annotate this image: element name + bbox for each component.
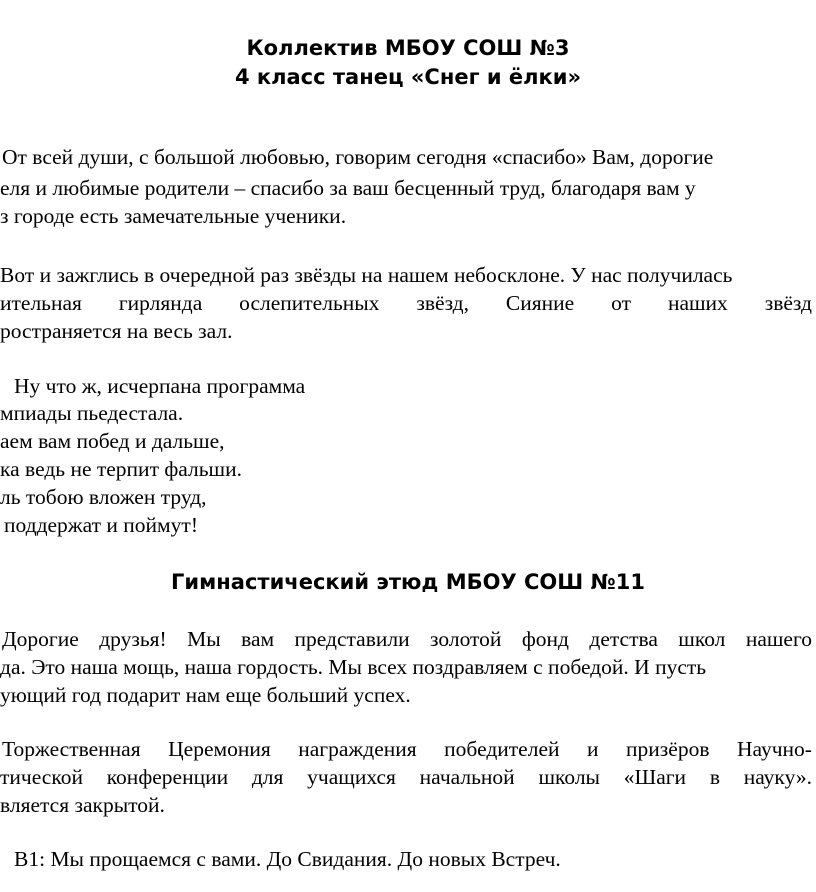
word: представили bbox=[294, 627, 410, 651]
word: школы bbox=[538, 765, 600, 789]
heading-dance-title: 4 класс танец «Снег и ёлки» bbox=[234, 65, 582, 89]
word: фонд bbox=[521, 627, 569, 651]
para3-line1 bbox=[2, 625, 812, 653]
poem-line-5: ль тобою вложен труд, bbox=[0, 485, 207, 509]
poem-line-4: ка ведь не терпит фальши. bbox=[0, 457, 242, 481]
word: науку». bbox=[743, 765, 812, 789]
word: золотой bbox=[430, 627, 502, 651]
poem-line-1: Ну что ж, исчерпана программа bbox=[14, 374, 306, 398]
word: вам bbox=[241, 627, 275, 651]
word: и bbox=[587, 737, 599, 761]
word: ослепительных bbox=[239, 291, 380, 315]
word: победителей bbox=[444, 737, 560, 761]
word: Церемония bbox=[168, 737, 271, 761]
word: начальной bbox=[419, 765, 515, 789]
word: учащихся bbox=[307, 765, 396, 789]
word: нашего bbox=[745, 627, 812, 651]
word: тической bbox=[0, 765, 83, 789]
para3-line3: ующий год подарит нам еще больший успех. bbox=[0, 683, 411, 707]
word: наших bbox=[667, 291, 728, 315]
word: награждения bbox=[298, 737, 417, 761]
word: школ bbox=[678, 627, 726, 651]
para4-line2 bbox=[0, 763, 812, 791]
word: конференции bbox=[106, 765, 229, 789]
word: друзья! bbox=[99, 627, 167, 651]
poem-line-6: поддержат и поймут! bbox=[4, 513, 198, 537]
heading-gymnastics-11: Гимнастический этюд МБОУ СОШ №11 bbox=[171, 570, 645, 594]
poem-line-3: аем вам побед и дальше, bbox=[0, 429, 225, 453]
para2-line3: ространяется на весь зал. bbox=[0, 319, 233, 343]
heading-collective-3: Коллектив МБОУ СОШ №3 bbox=[246, 36, 570, 60]
word: звёзд, bbox=[416, 291, 469, 315]
word: Дорогие bbox=[2, 627, 79, 651]
word: от bbox=[611, 291, 632, 315]
para1-line1: От всей души, с большой любовью, говорим сегодня «спасибо» Вам, дорогие bbox=[2, 145, 714, 169]
word: ительная bbox=[0, 291, 82, 315]
word: звёзд bbox=[764, 291, 812, 315]
para4-line3: вляется закрытой. bbox=[0, 793, 165, 817]
para1-line3: з городе есть замечательные ученики. bbox=[0, 204, 347, 228]
para2-line1: Вот и зажглись в очередной раз звёзды на нашем небосклоне. У нас получилась bbox=[0, 263, 733, 287]
word: детства bbox=[589, 627, 658, 651]
word: призёров bbox=[626, 737, 710, 761]
word: Сияние bbox=[505, 291, 575, 315]
word: гирлянда bbox=[118, 291, 203, 315]
closing-line: В1: Мы прощаемся с вами. До Свидания. До новых Встреч. bbox=[14, 847, 561, 871]
poem-line-2: мпиады пьедестала. bbox=[0, 401, 184, 425]
para3-line2: да. Это наша мощь, наша гордость. Мы всех поздравляем с победой. И пусть bbox=[0, 655, 707, 679]
word: для bbox=[251, 765, 284, 789]
para4-line1 bbox=[2, 735, 812, 763]
para2-line2 bbox=[0, 289, 812, 317]
word: Научно- bbox=[736, 737, 812, 761]
word: в bbox=[709, 765, 720, 789]
word: Мы bbox=[187, 627, 221, 651]
word: «Шаги bbox=[623, 765, 687, 789]
word: Торжественная bbox=[2, 737, 141, 761]
para1-line2: еля и любимые родители – спасибо за ваш бесценный труд, благодаря вам у bbox=[0, 176, 696, 200]
